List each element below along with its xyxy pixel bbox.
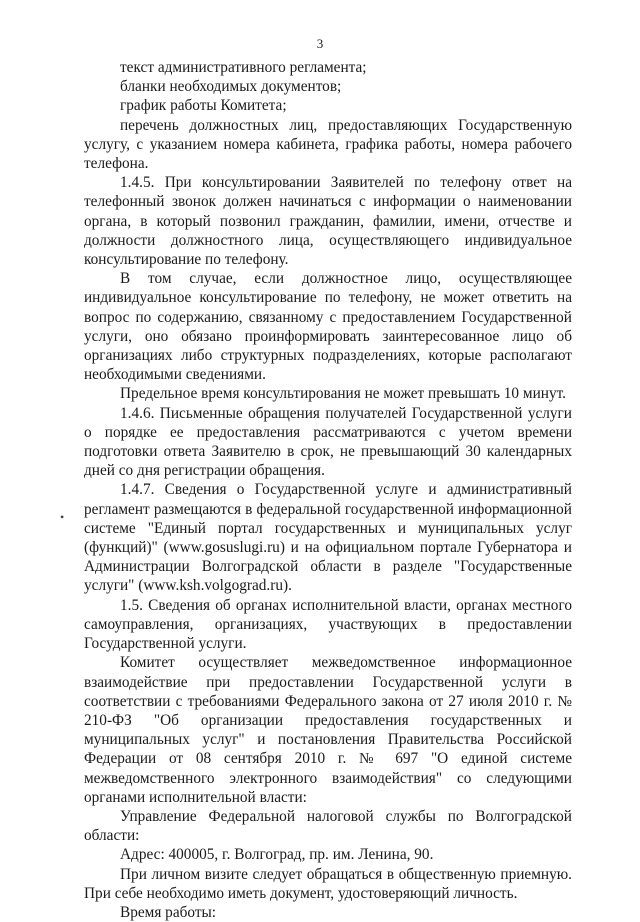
paragraph-time-limit: Предельное время консультирования не может превышать 10 минут. (120, 385, 566, 403)
paragraph-1-5: 1.5. Сведения об органах исполнительной власти, органах местного самоуправления, организациях, участвующих в предоставлении Государственной услуги. (84, 596, 572, 653)
paragraph-tax-service: Управление Федеральной налоговой службы по Волгоградской области: (84, 807, 572, 845)
paragraph-address: Адрес: 400005, г. Волгоград, пр. им. Ленина, 90. (120, 846, 434, 864)
page-number: 3 (316, 36, 324, 51)
paragraph-committee-interaction: Комитет осуществляет межведомственное информационное взаимодействие при предоставлении Государственной услуги в соответствии с требованиями Федерального закона от 27 июля 2010 г. № 210-ФЗ "Об организации предоставления государственных и муниципальных услуг" и постановления Правительства Российской Федерации от 08 сентября 2010 г. № 697 "О единой системе межведомственного электронного взаимодействия" со следующими органами исполнительной власти: (84, 654, 572, 806)
paragraph-regulation-text: текст административного регламента; (120, 59, 367, 76)
paragraph-schedule: график работы Комитета; (120, 97, 287, 115)
paragraph-unable-to-answer: В том случае, если должностное лицо, осуществляющее индивидуальное консультирование по телефону, не может ответить на вопрос по содержанию, связанному с предоставлением Государственной услуги, оно обязано проинформировать заинтересованное лицо об организациях либо структурных подразделениях, которые располагают необходимыми сведениями. (84, 270, 572, 384)
paragraph-1-4-5: 1.4.5. При консультировании Заявителей по телефону ответ на телефонный звонок должен начинаться с информации о наименовании органа, в который позвонил гражданин, фамилии, имени, отчестве и должности должностного лица, осуществляющего индивидуальное консультирование по телефону. (84, 174, 572, 269)
paragraph-1-4-6: 1.4.6. Письменные обращения получателей Государственной услуги о порядке ее предоставления рассматриваются с учетом времени подготовки ответа Заявителю в срок, не превышающий 30 календарных дней со дня регистрации обращения. (84, 404, 572, 480)
paragraph-forms: бланки необходимых документов; (120, 78, 342, 96)
paragraph-working-hours: Время работы: (120, 903, 217, 921)
paragraph-officials-list: перечень должностных лиц, предоставляющих Государственную услугу, с указанием номера кабинета, графика работы, номера рабочего телефона. (84, 116, 572, 173)
paragraph-1-4-7: 1.4.7. Сведения о Государственной услуге и административный регламент размещаются в федеральной государственной информационной системе "Единый портал государственных и муниципальных услуг (функций)" (www.gosuslugi.ru) и на официальном портале Губернатора и Администрации Волгоградской области в разделе "Государственные услуги" (www.ksh.volgograd.ru). (84, 481, 572, 595)
paragraph-personal-visit: При личном визите следует обращаться в общественную приемную. При себе необходимо иметь документ, удостоверяющий личность. (84, 865, 572, 902)
document-body (84, 58, 572, 922)
margin-mark: • (60, 510, 65, 524)
